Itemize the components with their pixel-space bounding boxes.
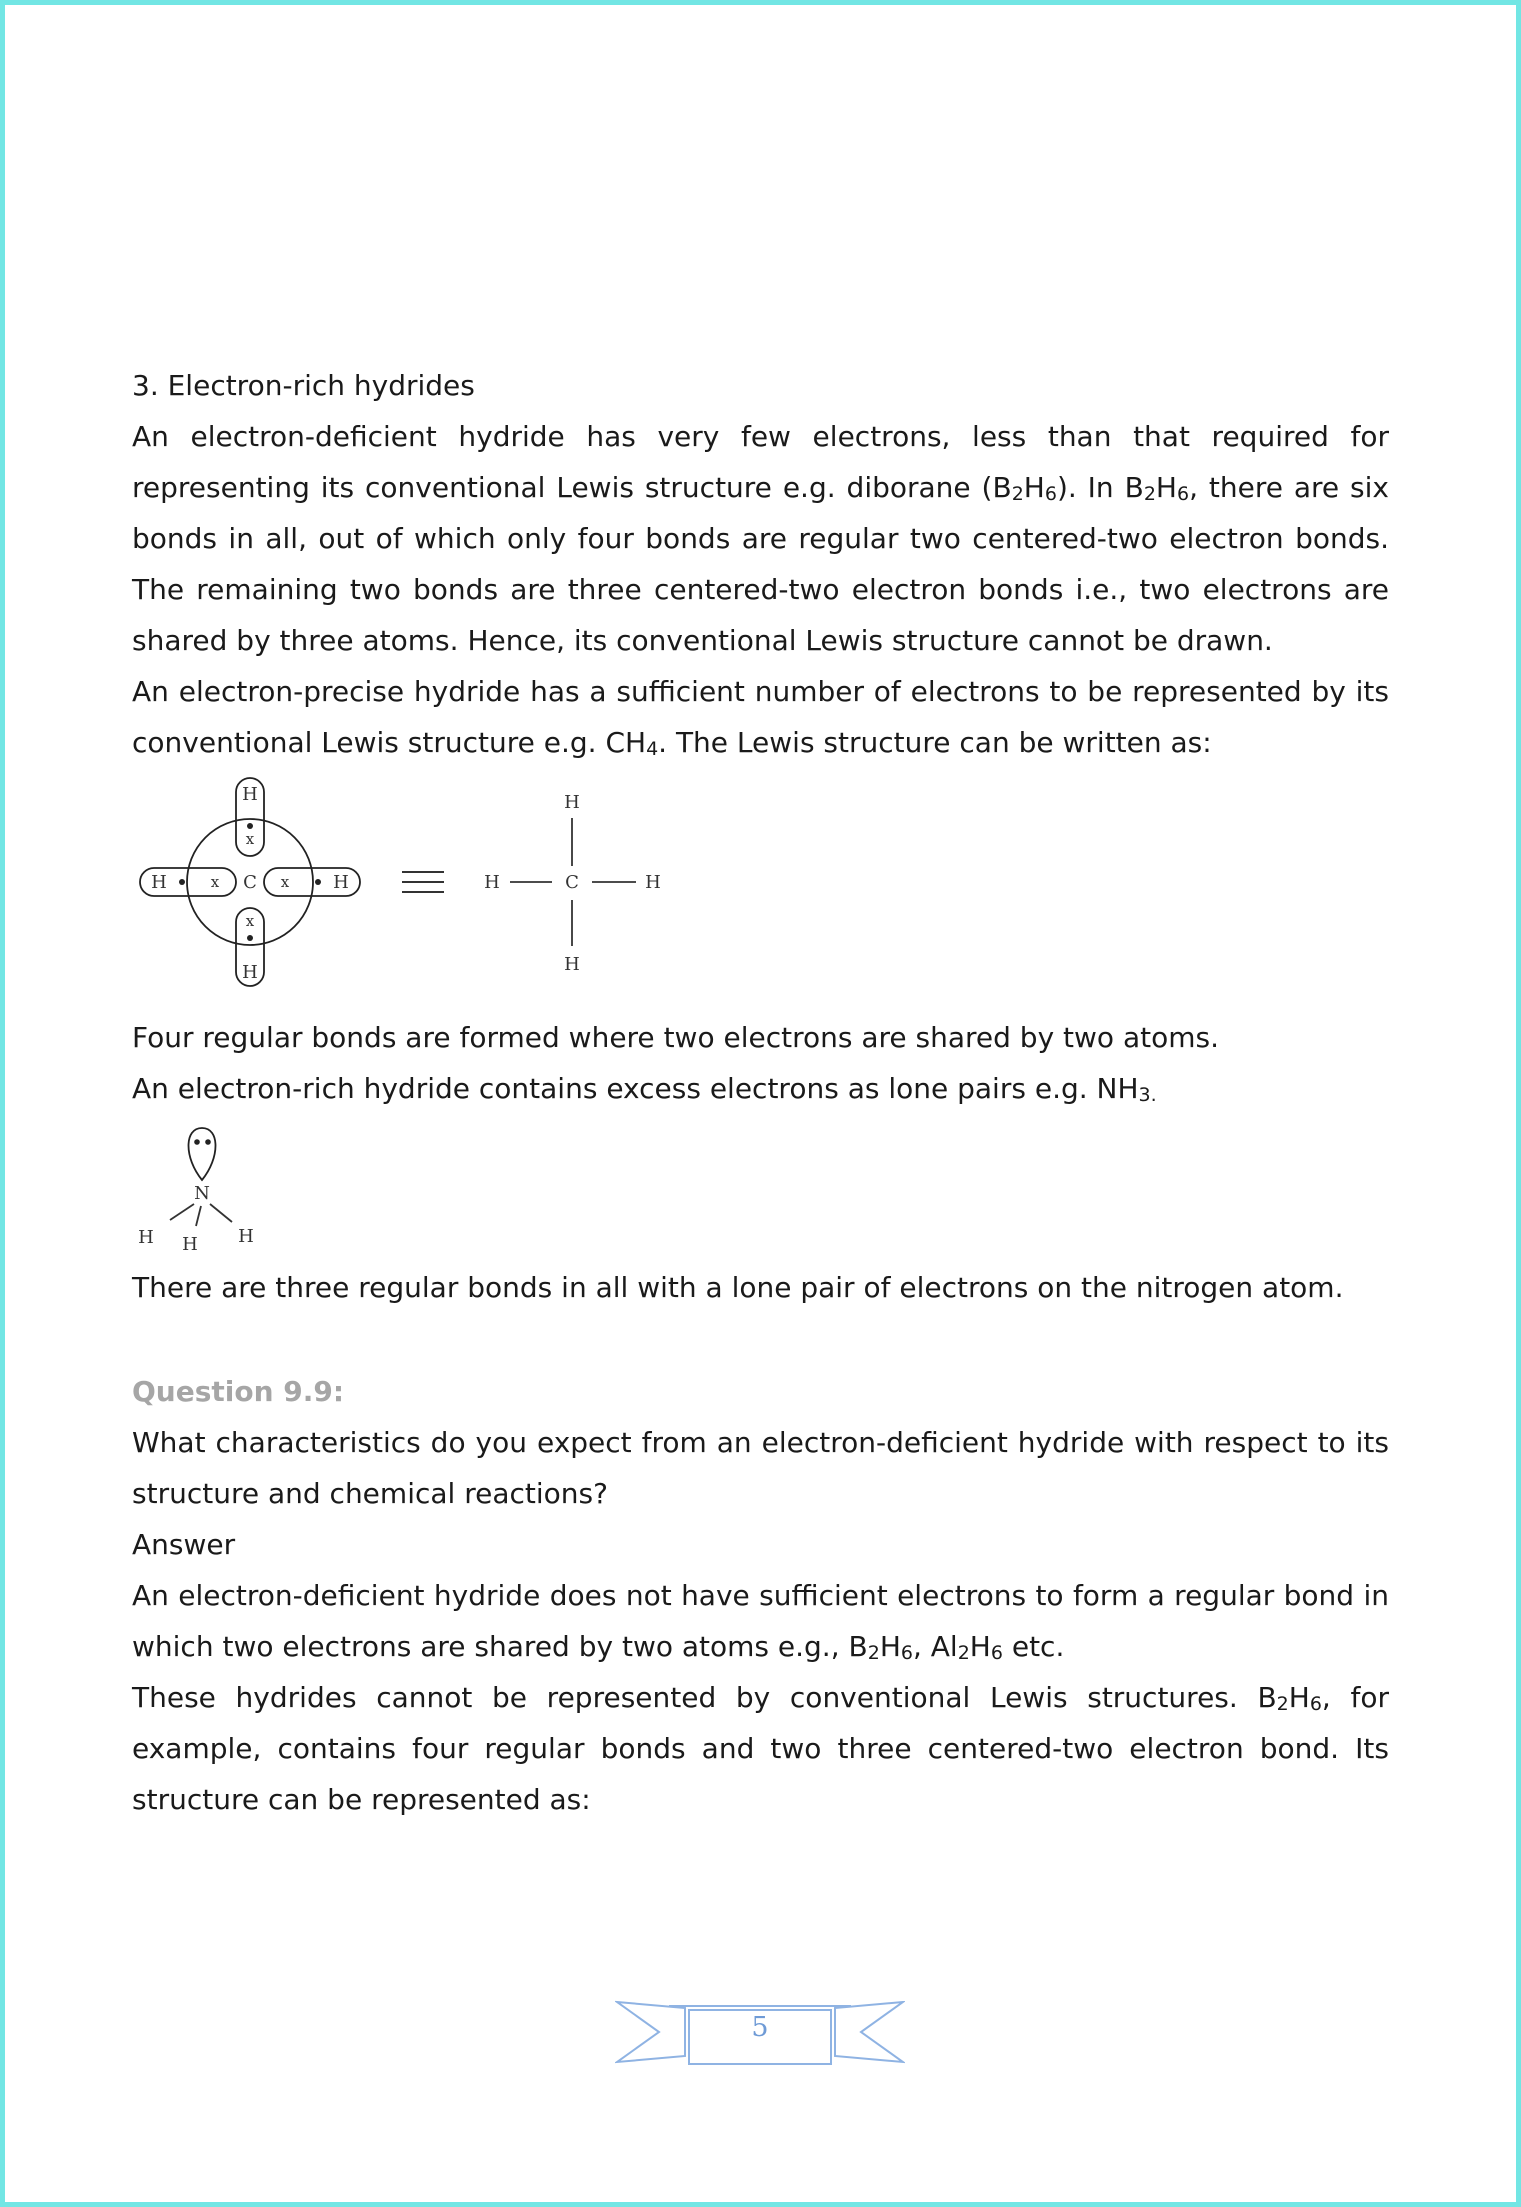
question-text: What characteristics do you expect from an electron-deficient hydride with respect to its structure and chemical reactions? <box>132 1426 1389 1510</box>
nh3-lone-pair-electron <box>205 1139 211 1145</box>
ch4-lewis-structure-figure <box>132 774 692 1004</box>
page-content <box>132 360 1389 1825</box>
ch4-line-h-bottom: H <box>564 954 580 975</box>
nh3-lone-pair-lobe <box>189 1128 216 1180</box>
nh3-structure-figure <box>132 1118 272 1258</box>
section-heading: 3. Electron-rich hydrides <box>132 369 475 402</box>
ch4-h-right: H <box>333 872 349 893</box>
ch4-h-bottom: H <box>242 962 258 983</box>
page-number-badge <box>615 1994 905 2074</box>
page-number: 5 <box>751 2012 769 2043</box>
equivalence-sign <box>402 872 444 892</box>
ch4-x-right: x <box>280 873 290 891</box>
paragraph-four-bonds: Four regular bonds are formed where two electrons are shared by two atoms. <box>132 1021 1219 1054</box>
paragraph-electron-rich: An electron-rich hydride contains excess electrons as lone pairs e.g. NH3. <box>132 1072 1157 1106</box>
paragraph-electron-deficient: An electron-deficient hydride has very few electrons, less than that required for representing its conventional Lewis structure e.g. diborane (B2H6). In B2H6, there are six bonds in all, out of which only four bonds are regular two centered-two electron bonds. The remaining two bonds are three centered-two electron bonds i.e., two electrons are shared by three atoms. Hence, its conventional Lewis structure cannot be drawn. <box>132 420 1389 657</box>
nh3-n: N <box>194 1183 210 1204</box>
answer-paragraph-1: An electron-deficient hydride does not have sufficient electrons to form a regular bond in which two electrons are shared by two atoms e.g., B2H6, Al2H6 etc. <box>132 1579 1389 1664</box>
nh3-h-middle: H <box>182 1234 198 1255</box>
ch4-line-h-top: H <box>564 792 580 813</box>
ch4-c-center: C <box>243 872 257 893</box>
ch4-line-h-right: H <box>645 872 661 893</box>
paragraph-electron-precise: An electron-precise hydride has a sufficient number of electrons to be represented by its conventional Lewis structure e.g. CH4. The Lewis structure can be written as: <box>132 675 1389 760</box>
ch4-h-top: H <box>242 784 258 805</box>
question-heading: Question 9.9: <box>132 1375 345 1408</box>
nh3-h-left: H <box>138 1227 154 1248</box>
answer-paragraph-2: These hydrides cannot be represented by conventional Lewis structures. B2H6, for example, contains four regular bonds and two three centered-two electron bond. Its structure can be represented as: <box>132 1681 1389 1816</box>
ch4-x-bottom: x <box>245 912 255 930</box>
ch4-x-top: x <box>245 830 255 848</box>
paragraph-three-bonds: There are three regular bonds in all with a lone pair of electrons on the nitrogen atom. <box>132 1271 1344 1304</box>
ch4-line-c: C <box>565 872 579 893</box>
ch4-h-left: H <box>151 872 167 893</box>
nh3-h-right: H <box>238 1226 254 1247</box>
ch4-x-left: x <box>210 873 220 891</box>
nh3-bonds <box>170 1204 232 1226</box>
nh3-lone-pair-electron <box>194 1139 200 1145</box>
answer-label: Answer <box>132 1528 236 1561</box>
ch4-line-h-left: H <box>484 872 500 893</box>
